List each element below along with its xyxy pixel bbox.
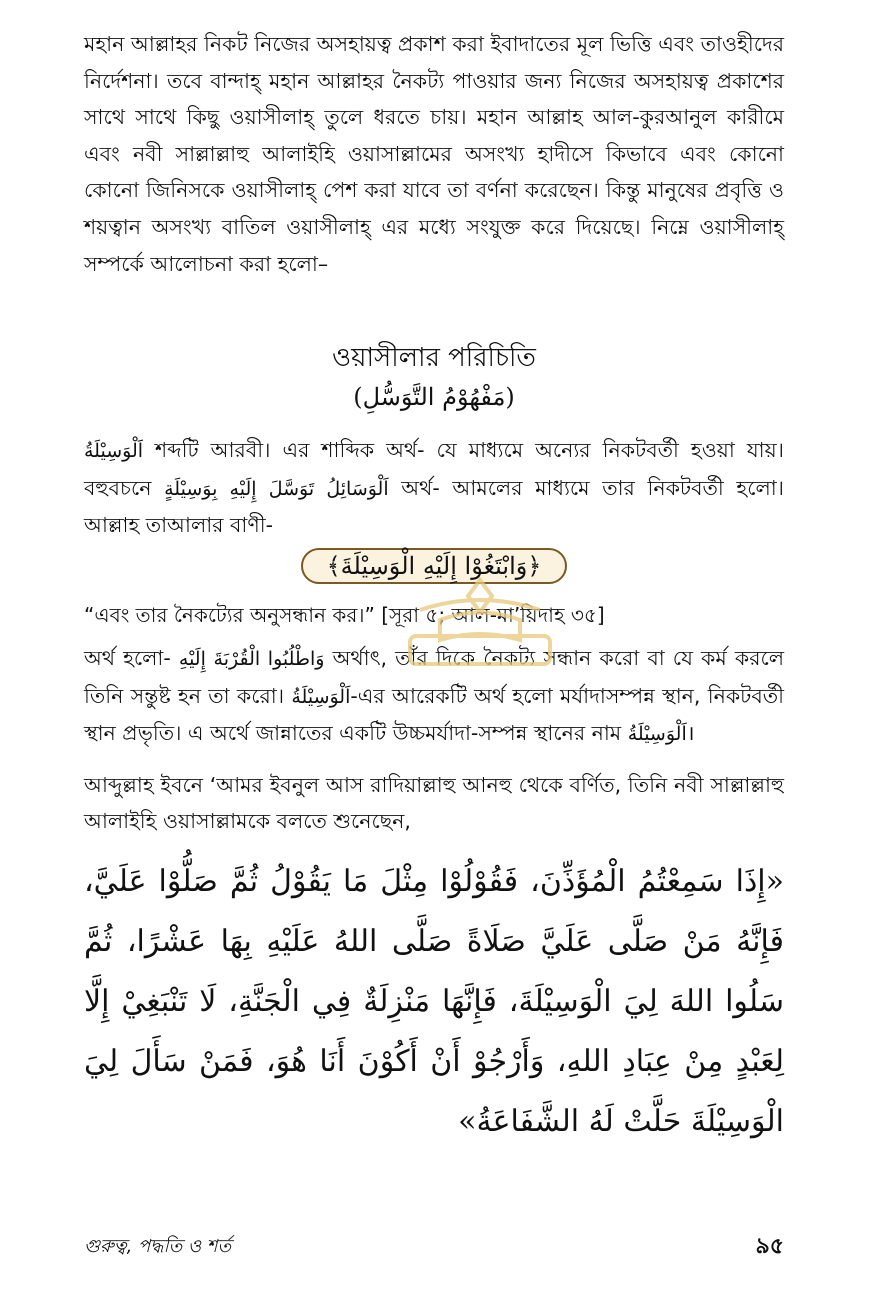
arabic-word-wasilah-2: اَلْوَسِيْلَةُ xyxy=(291,685,351,708)
arabic-plural-phrase: اَلْوَسَائِلُ تَوَسَّلَ إِلَيْهِ بِوَسِيْلَةٍ xyxy=(164,477,389,500)
quran-verse xyxy=(84,548,784,596)
meaning-text-3: । xyxy=(686,721,695,746)
page-footer xyxy=(84,1232,784,1262)
meaning-paragraph xyxy=(84,640,784,753)
intro-paragraph: মহান আল্লাহর নিকট নিজের অসহায়ত্ব প্রকাশ করা ইবাদাতের মূল ভিত্তি এবং তাওহীদের নির্দেশনা। তবে বান্দাহ্ মহান আল্লাহর নৈকট্য পাওয়ার জন্য নিজের অসহায়ত্ব প্রকাশের সাথে সাথে কিছু ওয়াসীলাহ্ তুলে ধরতে চায়। মহান আল্লাহ আল-কুরআনুল কারীমে এবং নবী সাল্লাল্লাহু আলাইহি ওয়াসাল্লামের অসংখ্য হাদীসে কিভাবে এবং কোনো কোনো জিনিসকে ওয়াসীলাহ্ পেশ করা যাবে তা বর্ণনা করেছেন। কিন্তু মানুষের প্রবৃত্তি ও শয়ত্বান অসংখ্য বাতিল ওয়াসীলাহ্ এর মধ্যে সংযুক্ত করে দিয়েছে। নিম্নে ওয়াসীলাহ্ সম্পর্কে আলোচনা করা হলো– xyxy=(84,32,784,276)
section-heading xyxy=(84,338,784,416)
hadith-arabic: «إِذَا سَمِعْتُمُ الْمُؤَذِّنَ، فَقُوْلُوْا مِثْلَ مَا يَقُوْلُ ثُمَّ صَلُّوْا عَلَيَّ، فَإِنَّهُ مَنْ صَلَّى عَلَيَّ صَلَاةً صَلَّى اللهُ عَلَيْهِ بِهَا عَشْرًا، ثُمَّ سَلُوا اللهَ لِيَ الْوَسِيْلَةَ، فَإِنَّهَا مَنْزِلَةٌ فِي الْجَنَّةِ، لَا تَنْبَغِيْ إِلَّا لِعَبْدٍ مِنْ عِبَادِ اللهِ، وَأَرْجُوْ أَنْ أَكُوْنَ أَنَا هُوَ، فَمَنْ سَأَلَ لِيَ الْوَسِيْلَةَ حَلَّتْ لَهُ الشَّفَاعَةُ» xyxy=(84,863,784,1139)
book-title: গুরুত্ব, পদ্ধতি ও শর্ত xyxy=(84,1235,231,1257)
verse-translation: “এবং তার নৈকট্যের অনুসন্ধান কর।” [সূরা ৫; আল-মা’য়িদাহ ৩৫] xyxy=(84,602,605,627)
definition-text-1: শব্দটি আরবী। এর শাব্দিক অর্থ- যে মাধ্যমে অন্যের নিকটবর্তী হওয়া যায়। বহুবচনে xyxy=(84,438,784,500)
arabic-word-wasilah-3: اَلْوَسِيْلَةُ xyxy=(627,723,687,746)
arabic-word-wasilah: اَلْوَسِيْلَةُ xyxy=(84,440,144,463)
meaning-text-1: অর্থাৎ, তাঁর দিকে নৈকট্য সন্ধান করো বা যে কর্ম করলে তিনি সন্তুষ্ট হন তা করো। xyxy=(84,645,784,708)
section-title: ওয়াসীলার পরিচিতি xyxy=(332,343,536,374)
meaning-lead: অর্থ হলো- xyxy=(84,645,179,670)
arabic-meaning-phrase: وَاطْلُبُوا الْقُرْبَةَ إِلَيْهِ xyxy=(178,647,325,670)
verse-arabic: ﴿وَابْتَغُوْا إِلَيْهِ الْوَسِيْلَةَ﴾ xyxy=(301,548,568,584)
page-content xyxy=(84,24,784,1152)
definition-paragraph xyxy=(84,432,784,544)
narration-paragraph: আব্দুল্লাহ ইবনে ‘আমর ইবনুল আস রাদিয়াল্লাহু আনহু থেকে বর্ণিত, তিনি নবী সাল্লাল্লাহু আলাইহি ওয়াসাল্লামকে বলতে শুনেছেন, xyxy=(84,772,784,834)
meaning-text-2: -এর আরেকটি অর্থ হলো মর্যাদাসম্পন্ন স্থান, নিকটবর্তী স্থান প্রভৃতি। এ অর্থে জান্নাতের একটি উচ্চমর্যাদা-সম্পন্ন স্থানের নাম xyxy=(84,683,784,746)
page-number: ৯৫ xyxy=(755,1233,784,1259)
definition-text-2: অর্থ- আমলের মাধ্যমে তার নিকটবর্তী হলো। আল্লাহ তাআলার বাণী- xyxy=(84,475,784,538)
section-subtitle-arabic: (مَفْهُوْمُ التَّوَسُّلِ) xyxy=(353,383,515,412)
